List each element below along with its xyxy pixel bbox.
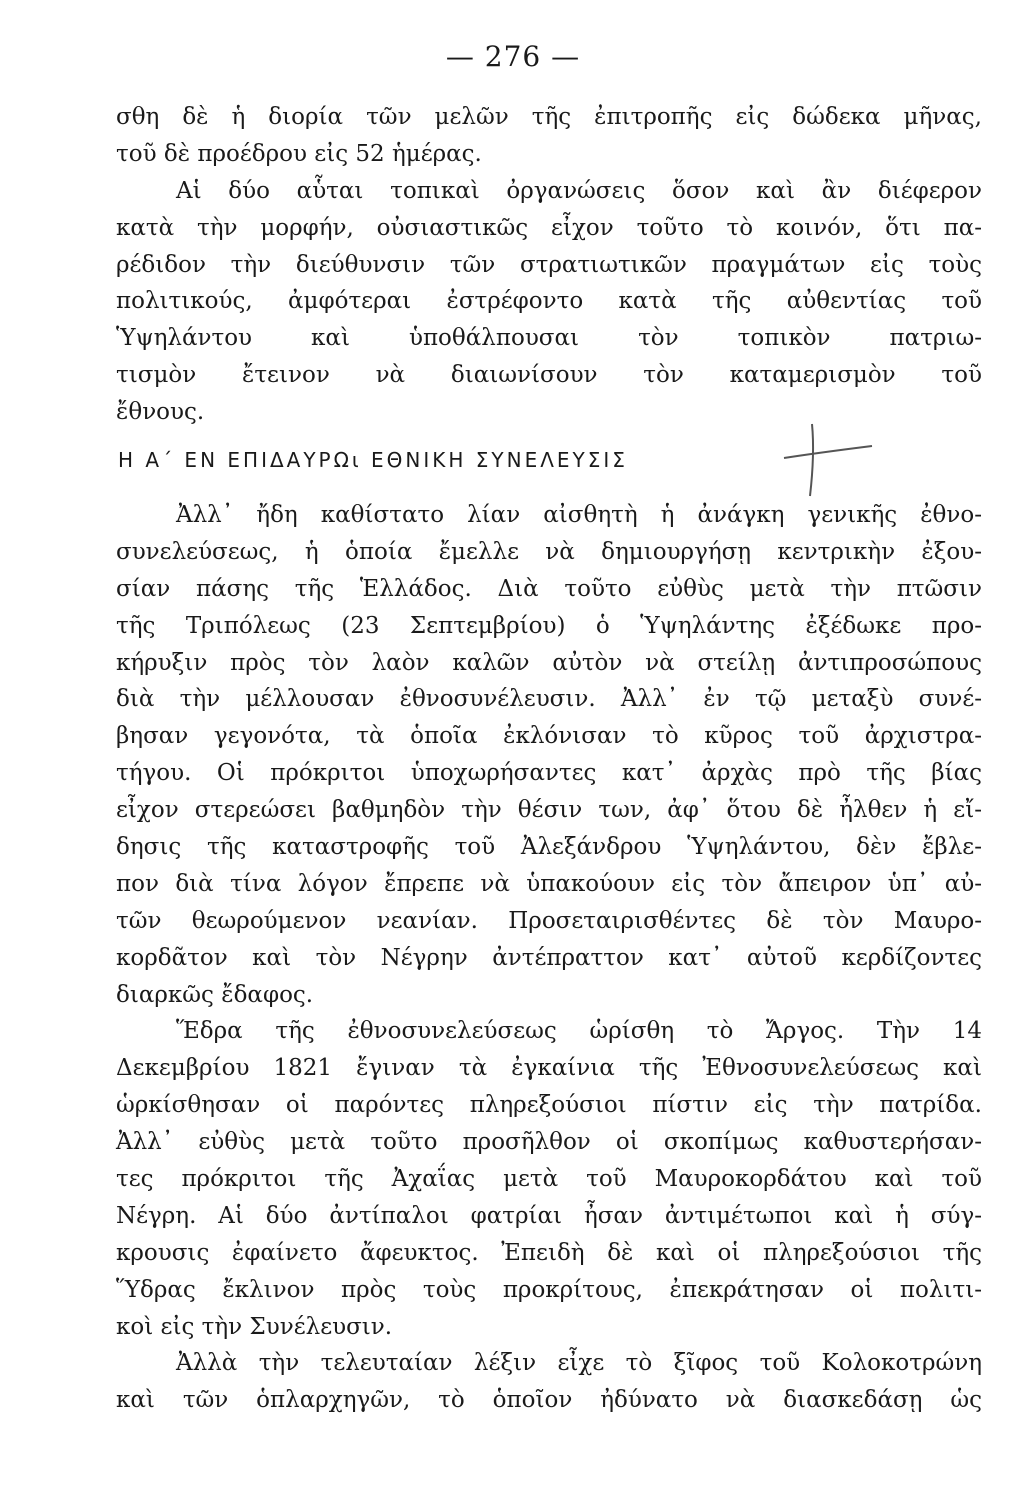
text-line: Ἀλλ᾽ ἤδη καθίστατο λίαν αἰσθητὴ ἡ ἀνάγκη γενικῆς ἐθνο- (176, 502, 982, 528)
text-line: βησαν γεγονότα, τὰ ὁποῖα ἐκλόνισαν τὸ κῦρος τοῦ ἀρχιστρα- (116, 723, 982, 750)
page-number: — 276 — (445, 40, 581, 73)
text-line: πον διὰ τίνα λόγον ἔπρεπε νὰ ὑπακούουν εἰς τὸν ἄπειρον ὑπ᾽ αὐ- (116, 870, 982, 897)
text-line: Ἀλλ᾽ εὐθὺς μετὰ τοῦτο προσῆλθον οἱ σκοπίμως καθυστερήσαν- (116, 1129, 982, 1156)
paragraph-block-1 (116, 99, 982, 431)
text-line: σθη δὲ ἡ διορία τῶν μελῶν τῆς ἐπιτροπῆς εἰς δώδεκα μῆνας, (116, 104, 982, 130)
text-line: κατὰ τὴν μορφήν, οὐσιαστικῶς εἶχον τοῦτο τὸ κοινόν, ὅτι πα- (116, 214, 982, 241)
text-line: Ὕδρας ἔκλινον πρὸς τοὺς προκρίτους, ἐπεκράτησαν οἱ πολιτι- (116, 1276, 982, 1303)
text-line: δησις τῆς καταστροφῆς τοῦ Ἀλεξάνδρου Ὑψηλάντου, δὲν ἔβλε- (116, 834, 982, 861)
text-line: πολιτικούς, ἀμφότεραι ἐστρέφοντο κατὰ τῆς αὐθεντίας τοῦ (116, 288, 982, 315)
text-line: τοῦ δὲ προέδρου εἰς 52 ἡμέρας. (116, 140, 482, 167)
text-line: διαρκῶς ἔδαφος. (116, 981, 314, 1008)
text-line: τισμὸν ἔτεινον νὰ διαιωνίσουν τὸν καταμερισμὸν τοῦ (116, 362, 982, 389)
text-line: τες πρόκριτοι τῆς Ἀχαΐας μετὰ τοῦ Μαυροκορδάτου καὶ τοῦ (116, 1166, 982, 1193)
text-line: τῶν θεωρούμενον νεανίαν. Προσεταιρισθέντες δὲ τὸν Μαυρο- (116, 907, 982, 934)
text-line: Ἕδρα τῆς ἐθνοσυνελεύσεως ὡρίσθη τὸ Ἄργος. Τὴν 14 (176, 1018, 982, 1045)
text-line: Ὑψηλάντου καὶ ὑποθάλπουσαι τὸν τοπικὸν πατριω- (116, 325, 982, 352)
text-line: κοὶ εἰς τὴν Συνέλευσιν. (116, 1313, 393, 1340)
text-line: Αἱ δύο αὗται τοπικαὶ ὀργανώσεις ὅσον καὶ ἂν διέφερον (176, 177, 982, 204)
text-line: συνελεύσεως, ἡ ὁποία ἔμελλε νὰ δημιουργήσῃ κεντρικὴν ἐξου- (116, 538, 982, 565)
text-line: τῆς Τριπόλεως (23 Σεπτεμβρίου) ὁ Ὑψηλάντης ἐξέδωκε προ- (116, 612, 982, 639)
text-line: ρέδιδον τὴν διεύθυνσιν τῶν στρατιωτικῶν πραγμάτων εἰς τοὺς (116, 251, 982, 278)
text-line: κορδᾶτον καὶ τὸν Νέγρην ἀντέπραττον κατ᾽ αὐτοῦ κερδίζοντες (116, 944, 982, 971)
text-line: κήρυξιν πρὸς τὸν λαὸν καλῶν αὐτὸν νὰ στείλῃ ἀντιπροσώπους (116, 649, 982, 676)
section-heading: Η Α΄ ΕΝ ΕΠΙΔΑΥΡΩι ΕΘΝΙΚΗ ΣΥΝΕΛΕΥΣΙΣ (118, 448, 628, 472)
text-line: τήγου. Οἱ πρόκριτοι ὑποχωρήσαντες κατ᾽ ἀρχὰς πρὸ τῆς βίας (116, 760, 982, 787)
text-line: ὡρκίσθησαν οἱ παρόντες πληρεξούσιοι πίστιν εἰς τὴν πατρίδα. (116, 1092, 982, 1119)
pencil-cross-mark (780, 420, 880, 500)
text-line: Ἀλλὰ τὴν τελευταίαν λέξιν εἶχε τὸ ξῖφος τοῦ Κολοκοτρώνη (176, 1350, 982, 1377)
text-line: σίαν πάσης τῆς Ἑλλάδος. Διὰ τοῦτο εὐθὺς μετὰ τὴν πτῶσιν (116, 575, 982, 602)
paragraph-block-2 (116, 497, 982, 1419)
text-line: καὶ τῶν ὁπλαρχηγῶν, τὸ ὁποῖον ἠδύνατο νὰ διασκεδάσῃ ὡς (116, 1387, 982, 1414)
text-line: διὰ τὴν μέλλουσαν ἐθνοσυνέλευσιν. Ἀλλ᾽ ἐν τῷ μεταξὺ συνέ- (116, 686, 982, 713)
text-line: Νέγρη. Αἱ δύο ἀντίπαλοι φατρίαι ἦσαν ἀντιμέτωποι καὶ ἡ σύγ- (116, 1202, 982, 1229)
text-line: κρουσις ἐφαίνετο ἄφευκτος. Ἐπειδὴ δὲ καὶ οἱ πληρεξούσιοι τῆς (116, 1239, 982, 1266)
text-line: Δεκεμβρίου 1821 ἔγιναν τὰ ἐγκαίνια τῆς Ἐθνοσυνελεύσεως καὶ (116, 1055, 982, 1082)
text-line: ἔθνους. (116, 399, 205, 426)
text-line: εἶχον στερεώσει βαθμηδὸν τὴν θέσιν των, ἀφ᾽ ὅτου δὲ ἦλθεν ἡ εἴ- (116, 797, 982, 824)
